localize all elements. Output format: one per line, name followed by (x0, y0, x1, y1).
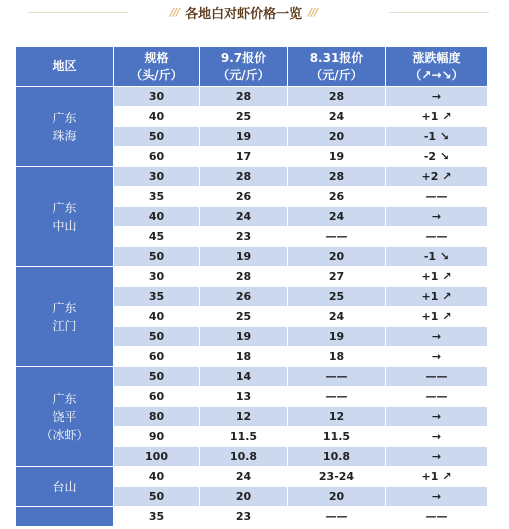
region-cell (16, 267, 114, 367)
spec-cell: 45 (114, 227, 200, 247)
change-cell: → (386, 427, 488, 447)
region-label: 中山 (52, 218, 77, 233)
price-97-cell: 28 (200, 167, 288, 187)
spec-cell: 50 (114, 247, 200, 267)
header-region (16, 47, 114, 87)
price-97-cell: 24 (200, 467, 288, 487)
spec-cell: 60 (114, 347, 200, 367)
header-price-97-unit: （元/斤） (217, 67, 270, 82)
region-label: 广东 (52, 200, 77, 215)
change-cell: +2 ↗ (386, 167, 488, 187)
table-header-row (16, 47, 488, 87)
region-label: 广东 (52, 110, 77, 125)
price-831-cell: —— (288, 387, 386, 407)
title-rule-right (389, 12, 489, 13)
price-831-cell: 28 (288, 167, 386, 187)
change-cell: -2 ↘ (386, 147, 488, 167)
title-wrap (170, 2, 317, 22)
table-row (16, 267, 488, 287)
price-97-cell: 23 (200, 507, 288, 527)
table-row (16, 367, 488, 387)
price-831-cell: 27 (288, 267, 386, 287)
header-spec-unit: （头/斤） (130, 67, 183, 82)
region-label: 珠海 (52, 128, 77, 143)
spec-cell: 90 (114, 427, 200, 447)
change-cell: → (386, 487, 488, 507)
spec-cell: 50 (114, 327, 200, 347)
header-price-97-label: 9.7报价 (220, 50, 267, 65)
title-decoration-right: /// (308, 5, 318, 19)
page-title: 各地白对虾价格一览 (185, 6, 303, 22)
change-cell: -1 ↘ (386, 247, 488, 267)
price-831-cell: —— (288, 507, 386, 527)
spec-cell: 100 (114, 447, 200, 467)
price-831-cell: 18 (288, 347, 386, 367)
spec-cell: 40 (114, 467, 200, 487)
price-table (15, 46, 488, 527)
header-change-label: 涨跌幅度 (412, 50, 461, 65)
price-831-cell: 20 (288, 247, 386, 267)
price-831-cell: 25 (288, 287, 386, 307)
price-831-cell: 20 (288, 487, 386, 507)
table-body (16, 87, 488, 527)
change-cell: -1 ↘ (386, 127, 488, 147)
header-spec (114, 47, 200, 87)
region-label: 台山 (52, 479, 77, 494)
price-97-cell: 20 (200, 487, 288, 507)
spec-cell: 60 (114, 147, 200, 167)
header-price-831 (288, 47, 386, 87)
table-row (16, 167, 488, 187)
change-cell: —— (386, 507, 488, 527)
region-label: 广东 (52, 391, 77, 406)
spec-cell: 35 (114, 507, 200, 527)
change-cell: → (386, 327, 488, 347)
spec-cell: 40 (114, 307, 200, 327)
change-cell: → (386, 347, 488, 367)
region-label: （冰虾） (40, 427, 89, 442)
price-97-cell: 12 (200, 407, 288, 427)
price-831-cell: 24 (288, 207, 386, 227)
change-cell: → (386, 447, 488, 467)
price-97-cell: 24 (200, 207, 288, 227)
spec-cell: 40 (114, 207, 200, 227)
price-97-cell: 28 (200, 267, 288, 287)
spec-cell: 35 (114, 287, 200, 307)
header-change (386, 47, 488, 87)
price-831-cell: 24 (288, 307, 386, 327)
header-price-97 (200, 47, 288, 87)
change-cell: —— (386, 387, 488, 407)
price-97-cell: 18 (200, 347, 288, 367)
header-change-unit: （↗→↘） (409, 67, 464, 82)
change-cell: +1 ↗ (386, 307, 488, 327)
spec-cell: 60 (114, 387, 200, 407)
price-831-cell: 23-24 (288, 467, 386, 487)
price-97-cell: 23 (200, 227, 288, 247)
price-97-cell: 13 (200, 387, 288, 407)
spec-cell: 35 (114, 187, 200, 207)
header-spec-label: 规格 (144, 50, 169, 65)
change-cell: +1 ↗ (386, 267, 488, 287)
spec-cell: 30 (114, 87, 200, 107)
region-cell (16, 507, 114, 527)
change-cell: —— (386, 187, 488, 207)
price-831-cell: 28 (288, 87, 386, 107)
spec-cell: 40 (114, 107, 200, 127)
region-cell (16, 367, 114, 467)
change-cell: —— (386, 367, 488, 387)
price-97-cell: 26 (200, 287, 288, 307)
title-rule-left (28, 12, 128, 13)
change-cell: +1 ↗ (386, 107, 488, 127)
table-row (16, 507, 488, 527)
region-cell (16, 467, 114, 507)
price-97-cell: 17 (200, 147, 288, 167)
region-cell (16, 167, 114, 267)
change-cell: +1 ↗ (386, 467, 488, 487)
price-831-cell: 10.8 (288, 447, 386, 467)
price-831-cell: 24 (288, 107, 386, 127)
price-97-cell: 19 (200, 127, 288, 147)
spec-cell: 50 (114, 127, 200, 147)
spec-cell: 30 (114, 167, 200, 187)
header-price-831-unit: （元/斤） (310, 67, 363, 82)
region-label: 江门 (52, 318, 77, 333)
price-97-cell: 11.5 (200, 427, 288, 447)
price-97-cell: 19 (200, 327, 288, 347)
price-831-cell: —— (288, 367, 386, 387)
header-region-label: 地区 (52, 59, 77, 73)
price-831-cell: 11.5 (288, 427, 386, 447)
price-831-cell: 19 (288, 147, 386, 167)
price-97-cell: 25 (200, 107, 288, 127)
title-bar (0, 0, 509, 26)
price-97-cell: 10.8 (200, 447, 288, 467)
price-831-cell: 26 (288, 187, 386, 207)
spec-cell: 30 (114, 267, 200, 287)
price-831-cell: 19 (288, 327, 386, 347)
region-label: 饶平 (52, 409, 77, 424)
change-cell: → (386, 87, 488, 107)
region-cell (16, 87, 114, 167)
price-97-cell: 14 (200, 367, 288, 387)
header-price-831-label: 8.31报价 (309, 50, 364, 65)
price-831-cell: 12 (288, 407, 386, 427)
region-label: 广东 (52, 300, 77, 315)
spec-cell: 50 (114, 367, 200, 387)
table-row (16, 87, 488, 107)
title-decoration-left: /// (170, 5, 180, 19)
price-97-cell: 19 (200, 247, 288, 267)
change-cell: +1 ↗ (386, 287, 488, 307)
price-97-cell: 28 (200, 87, 288, 107)
price-97-cell: 25 (200, 307, 288, 327)
price-97-cell: 26 (200, 187, 288, 207)
spec-cell: 50 (114, 487, 200, 507)
price-831-cell: —— (288, 227, 386, 247)
change-cell: → (386, 207, 488, 227)
price-831-cell: 20 (288, 127, 386, 147)
spec-cell: 80 (114, 407, 200, 427)
change-cell: —— (386, 227, 488, 247)
table-row (16, 467, 488, 487)
change-cell: → (386, 407, 488, 427)
